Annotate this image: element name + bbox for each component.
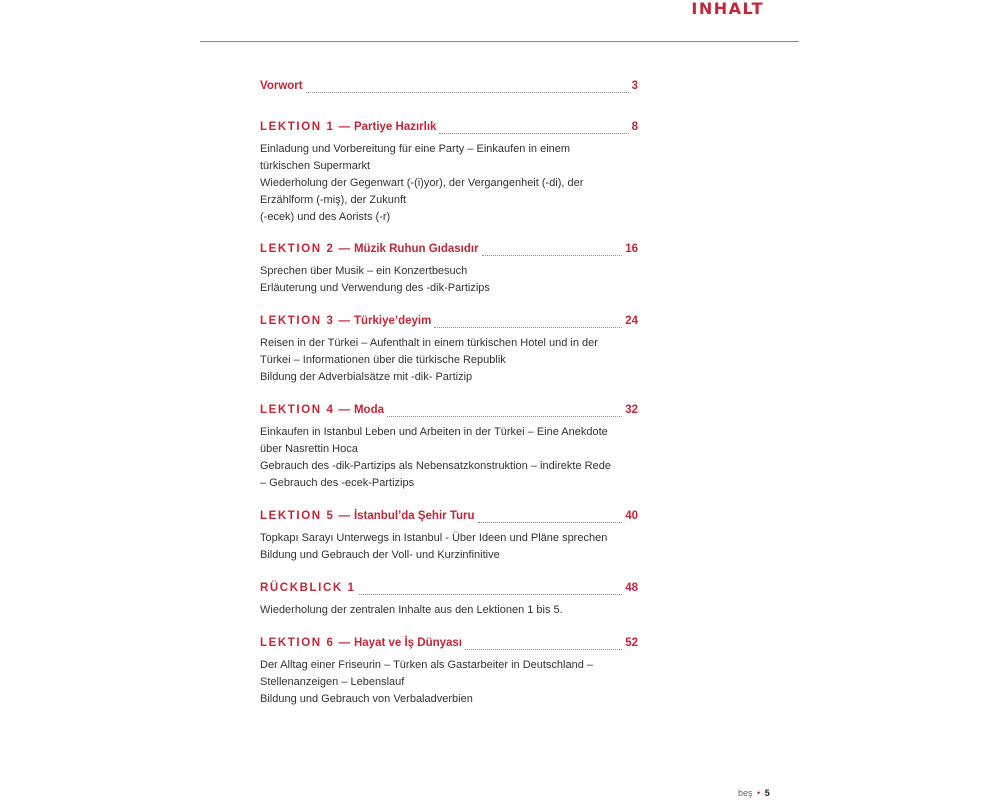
- toc-page-number: 32: [625, 404, 638, 416]
- toc-entry-dash: —: [338, 637, 350, 649]
- toc-entry-lektion-3: [260, 315, 638, 404]
- toc-entry-title: Müzik Ruhun Gıdasıdır: [353, 243, 479, 255]
- toc-page-number: 3: [631, 80, 638, 92]
- toc-entry-label: RÜCKBLICK 1: [260, 582, 356, 594]
- toc-entry-dash: —: [338, 404, 350, 416]
- dot-leader: [478, 522, 623, 523]
- toc-entry-title: Moda: [353, 404, 384, 416]
- toc-entry-dash: —: [338, 121, 350, 133]
- description-line: Erläuterung und Verwendung des -dik-Partizips: [260, 282, 490, 294]
- toc-entry-title: Hayat ve İş Dünyası: [353, 637, 462, 649]
- description-line: Wiederholung der zentralen Inhalte aus den Lektionen 1 bis 5.: [260, 604, 563, 616]
- toc-entry-label: LEKTION 6: [260, 637, 335, 649]
- toc-entry-head[interactable]: [260, 121, 638, 137]
- toc-entry-lektion-5: [260, 510, 638, 582]
- toc-entry-description: [260, 602, 638, 619]
- header-divider: [200, 41, 799, 42]
- toc-page-number: 52: [625, 637, 638, 649]
- toc-entry-lektion-4: [260, 404, 638, 510]
- description-line: – Gebrauch des -ecek-Partizips: [260, 477, 415, 489]
- footer-page-word: beş: [738, 788, 753, 798]
- toc-entry-dash: —: [338, 243, 350, 255]
- dot-leader: [482, 255, 623, 256]
- toc-entry-title: Türkiye’deyim: [353, 315, 432, 327]
- description-line: türkischen Supermarkt: [260, 160, 371, 172]
- dot-leader: [465, 649, 622, 650]
- toc-entry-head[interactable]: [260, 582, 638, 598]
- description-line: Bildung und Gebrauch von Verbaladverbien: [260, 693, 473, 705]
- toc-entry-description: [260, 424, 638, 492]
- toc-entry-title: Vorwort: [260, 80, 303, 92]
- toc-entry-label: LEKTION 1: [260, 121, 335, 133]
- toc-entry-description: [260, 263, 638, 297]
- toc-entry-head[interactable]: [260, 80, 638, 96]
- description-line: Bildung und Gebrauch der Voll- und Kurzinfinitive: [260, 549, 500, 561]
- toc-entry-label: LEKTION 4: [260, 404, 335, 416]
- toc-page-number: 24: [625, 315, 638, 327]
- dot-leader: [439, 133, 628, 134]
- toc-entry-label: LEKTION 5: [260, 510, 335, 522]
- description-line: über Nasrettin Hoca: [260, 443, 358, 455]
- description-line: Einkaufen in Istanbul Leben und Arbeiten in der Türkei – Eine Anekdote: [260, 426, 608, 438]
- description-line: Türkei – Informationen über die türkische Republik: [260, 354, 506, 366]
- toc-entry-head[interactable]: [260, 404, 638, 420]
- dot-leader: [306, 92, 629, 93]
- toc-page-number: 8: [631, 121, 638, 133]
- description-line: Bildung der Adverbialsätze mit -dik- Partizip: [260, 371, 473, 383]
- toc-page-number: 48: [625, 582, 638, 594]
- toc-entry-vorwort: [260, 80, 638, 121]
- toc-entry-lektion-2: [260, 243, 638, 315]
- dot-leader: [434, 327, 622, 328]
- toc-page-number: 16: [625, 243, 638, 255]
- toc-entry-title: Partiye Hazırlık: [353, 121, 437, 133]
- description-line: Stellenanzeigen – Lebenslauf: [260, 676, 405, 688]
- toc-entry-description: [260, 530, 638, 564]
- toc-entry-head[interactable]: [260, 637, 638, 653]
- description-line: Erzählform (-miş), der Zukunft: [260, 194, 407, 206]
- toc-entry-head[interactable]: [260, 510, 638, 526]
- description-line: Wiederholung der Gegenwart (-(i)yor), der Vergangenheit (-di), der: [260, 177, 584, 189]
- footer-bullet: •: [757, 788, 761, 798]
- toc-entry-title: İstanbul’da Şehir Turu: [353, 510, 475, 522]
- toc-entry-label: LEKTION 3: [260, 315, 335, 327]
- page-footer: [738, 788, 770, 798]
- toc-entry-head[interactable]: [260, 243, 638, 259]
- toc-page-number: 40: [625, 510, 638, 522]
- description-line: Einladung und Vorbereitung für eine Party – Einkaufen in einem: [260, 143, 571, 155]
- toc-entry-head[interactable]: [260, 315, 638, 331]
- description-line: Der Alltag einer Friseurin – Türken als Gastarbeiter in Deutschland –: [260, 659, 594, 671]
- footer-page-number: 5: [764, 788, 770, 798]
- toc-entry-description: [260, 141, 638, 226]
- toc-entry-description: [260, 335, 638, 386]
- dot-leader: [387, 416, 622, 417]
- description-line: Reisen in der Türkei – Aufenthalt in einem türkischen Hotel und in der: [260, 337, 598, 349]
- toc-entry-rueckblick-1: [260, 582, 638, 637]
- toc-entry-dash: —: [338, 315, 350, 327]
- page-header-title: INHALT: [691, 0, 764, 18]
- description-line: (-ecek) und des Aorists (-r): [260, 211, 391, 223]
- description-line: Sprechen über Musik – ein Konzertbesuch: [260, 265, 468, 277]
- toc-entry-label: LEKTION 2: [260, 243, 335, 255]
- toc-entry-dash: —: [338, 510, 350, 522]
- dot-leader: [359, 594, 623, 595]
- toc-entry-description: [260, 657, 638, 708]
- description-line: Topkapı Sarayı Unterwegs in Istanbul - Über Ideen und Pläne sprechen: [260, 532, 608, 544]
- toc-entry-lektion-6: [260, 637, 638, 717]
- toc-entry-lektion-1: [260, 121, 638, 243]
- table-of-contents: [260, 80, 638, 717]
- description-line: Gebrauch des -dik-Partizips als Nebensatzkonstruktion – indirekte Rede: [260, 460, 611, 472]
